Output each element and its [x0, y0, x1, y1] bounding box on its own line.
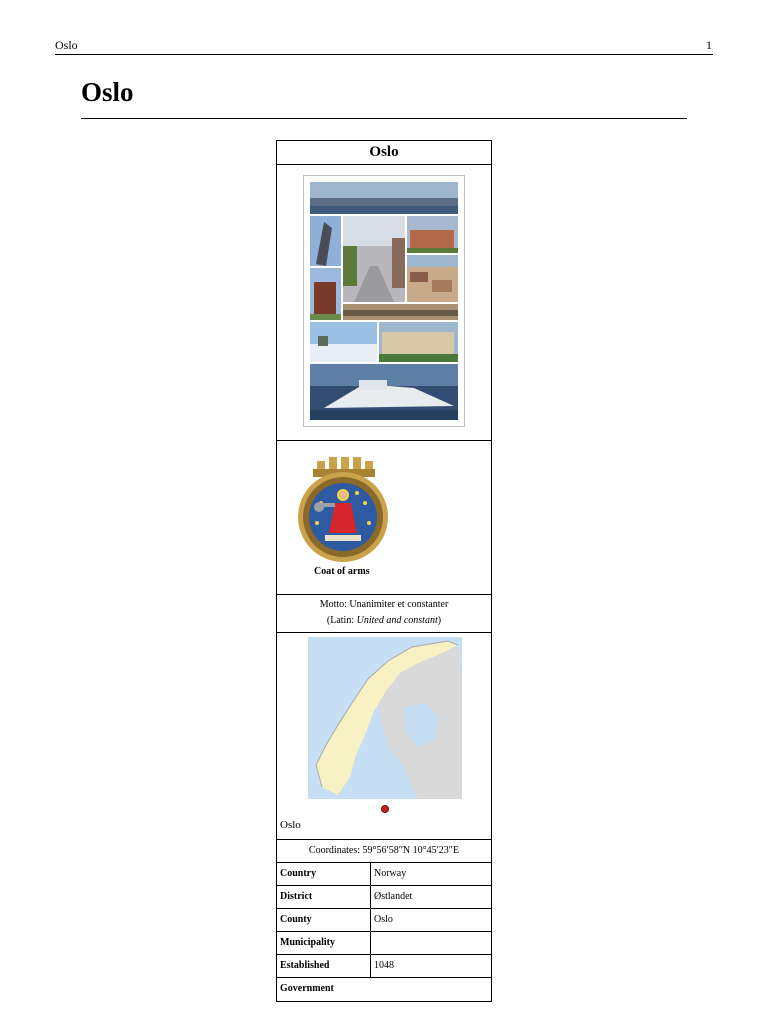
- location-marker-icon: [381, 805, 389, 813]
- page-number: 1: [706, 38, 712, 52]
- collage-svg: [304, 176, 464, 426]
- motto-latin: [277, 613, 491, 629]
- collage-section: [277, 165, 491, 441]
- infobox-row-district: [277, 886, 491, 909]
- row-label: Municipality: [280, 937, 336, 948]
- row-label: Government: [280, 983, 334, 994]
- infobox-row-municipality: [277, 932, 491, 955]
- infobox-title: Oslo: [277, 141, 491, 165]
- city-collage-image[interactable]: [303, 175, 465, 427]
- motto-section: [277, 595, 491, 633]
- row-label: Country: [280, 868, 317, 879]
- motto-latin-suffix: ): [437, 615, 442, 626]
- infobox-row-country: [277, 863, 491, 886]
- row-label: District: [280, 891, 313, 902]
- coat-of-arms-caption: Coat of arms: [314, 566, 370, 577]
- infobox: [276, 140, 492, 1002]
- row-label: County: [280, 914, 312, 925]
- coat-section: [277, 441, 491, 595]
- title-rule: [81, 118, 687, 119]
- header-rule: [55, 54, 713, 55]
- motto-latin-translation: United and constant: [356, 615, 438, 626]
- running-header-title: Oslo: [55, 38, 78, 52]
- row-value: 1048: [374, 960, 394, 971]
- location-map-image[interactable]: [308, 637, 462, 799]
- row-value[interactable]: Østlandet: [374, 891, 413, 902]
- coordinates[interactable]: Coordinates: 59°56′58″N 10°45′23″E: [277, 840, 491, 863]
- infobox-row-government: [277, 978, 491, 1001]
- row-value[interactable]: Oslo: [374, 914, 393, 925]
- coat-of-arms-image[interactable]: [295, 455, 391, 563]
- motto-text: Motto: Unanimiter et constanter: [319, 599, 449, 610]
- article-title: Oslo: [81, 77, 134, 107]
- map-section: [277, 633, 491, 840]
- row-label: Established: [280, 960, 330, 971]
- row-value[interactable]: Norway: [374, 868, 407, 879]
- motto-latin-prefix: (Latin:: [326, 615, 357, 626]
- infobox-row-county: [277, 909, 491, 932]
- map-caption: Oslo: [280, 819, 301, 831]
- infobox-row-established: [277, 955, 491, 978]
